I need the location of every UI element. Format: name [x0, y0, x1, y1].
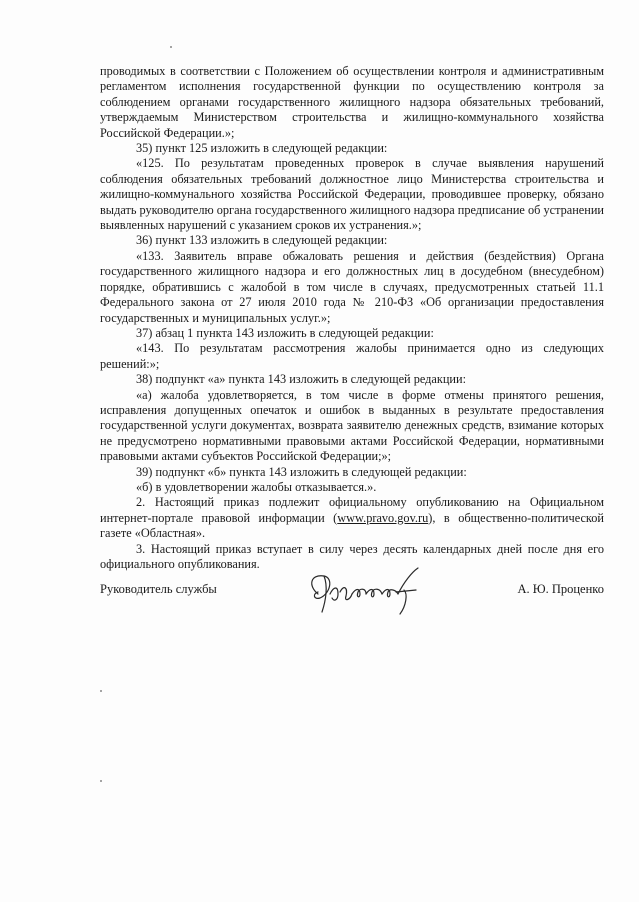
- paragraph-publication: [100, 495, 604, 541]
- signature-block: [100, 570, 604, 620]
- paragraph-quote-125: «125. По результатам проведенных проверок в случае выявления нарушений соблюдения обязательных требований должностное лицо Министерства строительства и жилищно-коммунального хозяйства Российской Федерации, проводившее проверку, обязано выдать руководителю органа государственного жилищного надзора предписание об устранении выявленных нарушений с указанием сроков их устранения.»;: [100, 156, 604, 233]
- publication-text-after: ), в общественно-политической газете «Областная».: [100, 510, 605, 541]
- handwritten-signature: [300, 564, 450, 618]
- publication-text-before: 2. Настоящий приказ подлежит официальному опубликованию на Официальном интернет-портале правовой информации (: [100, 495, 604, 525]
- signatory-title: Руководитель службы: [100, 582, 217, 596]
- document-body: [100, 64, 604, 572]
- paragraph-effective-date: 3. Настоящий приказ вступает в силу через десять календарных дней после дня его официального опубликования.: [100, 541, 604, 571]
- paragraph-item-37: 37) абзац 1 пункта 143 изложить в следующей редакции:: [136, 325, 434, 340]
- paragraph-quote-133: «133. Заявитель вправе обжаловать решения и действия (бездействия) Органа государственного жилищного надзора и его должностных лиц в досудебном (внесудебном) порядке, обратившись с жалобой в том числе в случаях, предусмотренных статьей 11.1 Федерального закона от 27 июля 2010 года № 210-ФЗ «Об организации предоставления государственных и муниципальных услуг.»;: [100, 248, 604, 325]
- paragraph-quote-143b: «б) в удовлетворении жалобы отказывается.».: [136, 479, 377, 494]
- paragraph-item-39: 39) подпункт «б» пункта 143 изложить в следующей редакции:: [136, 464, 467, 479]
- paragraph-item-35: 35) пункт 125 изложить в следующей редакции:: [136, 141, 388, 156]
- paragraph-quote-143a: «а) жалоба удовлетворяется, в том числе в форме отмены принятого решения, исправления допущенных опечаток и ошибок в выданных в результате предоставления государственной услуги документах, возврата заявителю денежных средств, взимание которых не предусмотрено нормативными правовыми актами Российской Федерации, нормативными правовыми актами субъектов Российской Федерации;»;: [100, 387, 604, 464]
- paragraph-quote-143: «143. По результатам рассмотрения жалобы принимается одно из следующих решений:»;: [100, 341, 604, 371]
- scan-speck: [100, 780, 102, 782]
- paragraph-item-36: 36) пункт 133 изложить в следующей редакции:: [136, 233, 388, 248]
- paragraph-item-38: 38) подпункт «а» пункта 143 изложить в следующей редакции:: [136, 372, 466, 387]
- paragraph-continuation: проводимых в соответствии с Положением об осуществлении контроля и административным регламентом исполнения государственной функции по осуществлению контроля за соблюдением органами государственного жилищного надзора обязательных требований, утверждаемым Министерством строительства и жилищно-коммунального хозяйства Российской Федерации.»;: [100, 64, 604, 140]
- scan-speck: [170, 46, 172, 48]
- scan-speck: [100, 690, 102, 692]
- pravo-link[interactable]: www.pravo.gov.ru: [337, 510, 429, 525]
- signatory-name: А. Ю. Проценко: [517, 582, 604, 596]
